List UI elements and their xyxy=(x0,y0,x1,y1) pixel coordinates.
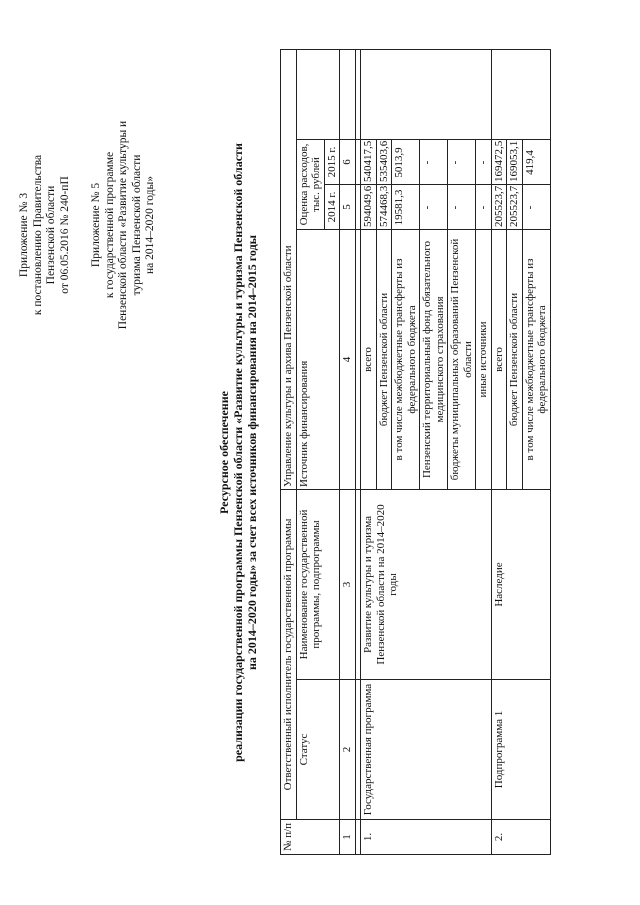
resource-table xyxy=(280,49,551,855)
value-2015: - xyxy=(420,139,448,184)
source-label: Пензенский территориальный фонд обязательного медицинского страхования xyxy=(420,229,448,489)
appendix-3-block xyxy=(18,120,72,350)
value-2014: 205523,7 xyxy=(507,184,523,229)
value-2014: - xyxy=(522,184,550,229)
row-program-name: Развитие культуры и туризма Пензенской области на 2014–2020 годы xyxy=(361,489,492,679)
index-cell: 3 xyxy=(340,489,356,679)
header-year-2015: 2015 г. xyxy=(324,139,340,184)
header-num: № п/п xyxy=(281,820,340,855)
header-year-2014: 2014 г. xyxy=(324,184,340,229)
document-title-line: Ресурсное обеспечение xyxy=(217,391,231,514)
value-2015: 169472,5 xyxy=(491,139,507,184)
index-cell: 2 xyxy=(340,680,356,820)
row-program-name: Наследие xyxy=(491,489,550,679)
appendix-5-title: Приложение № 5 xyxy=(90,182,102,268)
value-2014: 205523,7 xyxy=(491,184,507,229)
index-cell: 5 xyxy=(340,184,356,229)
header-status: Статус xyxy=(296,680,340,820)
header-responsible: Ответственный исполнитель государственной программы xyxy=(281,489,297,819)
row-number: 1. xyxy=(361,820,492,855)
value-2015: - xyxy=(448,139,476,184)
index-cell: 4 xyxy=(340,229,356,489)
row-status: Государственная программа xyxy=(361,680,492,820)
source-label: в том числе межбюджетные трансферты из федерального бюджета xyxy=(392,229,420,489)
appendix-3-title: Приложение № 3 xyxy=(18,192,30,278)
appendix-5-line: Пензенской области «Развитие культуры и xyxy=(117,120,129,330)
empty-cell xyxy=(361,49,492,139)
appendix-5-block xyxy=(90,100,158,350)
value-2014: 594049,6 xyxy=(361,184,377,229)
appendix-5-line: на 2014–2020 годы» xyxy=(144,176,156,274)
value-2015: 540417,5 xyxy=(361,139,377,184)
index-cell: 6 xyxy=(340,139,356,184)
row-status: Подпрограмма 1 xyxy=(491,680,550,820)
value-2015: 169053,1 xyxy=(507,139,523,184)
value-2015: 419,4 xyxy=(522,139,550,184)
value-2014: 19581,3 xyxy=(392,184,420,229)
header-agency: Управление культуры и архива Пензенской области xyxy=(281,49,297,489)
table-row xyxy=(361,49,377,854)
header-source: Источник финансирования xyxy=(296,229,340,489)
source-label: всего xyxy=(361,229,377,489)
value-2015: 535403,6 xyxy=(376,139,392,184)
document-title-line: на 2014–2020 годы» за счет всех источников финансирования на 2014–2015 годы xyxy=(245,234,259,671)
document-title xyxy=(217,0,259,905)
index-cell-empty xyxy=(340,49,356,139)
document-title-line: реализации государственной программы Пензенской области «Развитие культуры и туризма Пензенской области xyxy=(231,143,245,762)
value-2014: - xyxy=(448,184,476,229)
row-number: 2. xyxy=(491,820,550,855)
source-label: иные источники xyxy=(476,229,492,489)
table-row xyxy=(491,49,507,854)
value-2015: 5013,9 xyxy=(392,139,420,184)
appendix-3-line: к постановлению Правительства xyxy=(31,154,44,316)
empty-cell xyxy=(491,49,550,139)
value-2014: - xyxy=(420,184,448,229)
value-2014: - xyxy=(476,184,492,229)
appendix-5-line: туризма Пензенской области xyxy=(130,154,143,296)
value-2015: - xyxy=(476,139,492,184)
source-label: бюджеты муниципальных образований Пензенской области xyxy=(448,229,476,489)
value-2014: 574468,3 xyxy=(376,184,392,229)
source-label: бюджет Пензенской области xyxy=(507,229,523,489)
appendix-3-line: Пензенской области xyxy=(45,185,57,285)
source-label: бюджет Пензенской области xyxy=(376,229,392,489)
header-name: Наименование государственной программы, подпрограммы xyxy=(296,489,340,679)
header-spacer xyxy=(296,49,340,139)
appendix-3-line: от 06.05.2016 № 240-пП xyxy=(58,176,71,294)
header-estimate: Оценка расходов, тыс. рублей xyxy=(296,139,324,229)
source-label: в том числе межбюджетные трансферты из федерального бюджета xyxy=(522,229,550,489)
appendix-5-line: к государственной программе xyxy=(103,151,116,299)
source-label: всего xyxy=(491,229,507,489)
index-cell: 1 xyxy=(340,820,356,855)
